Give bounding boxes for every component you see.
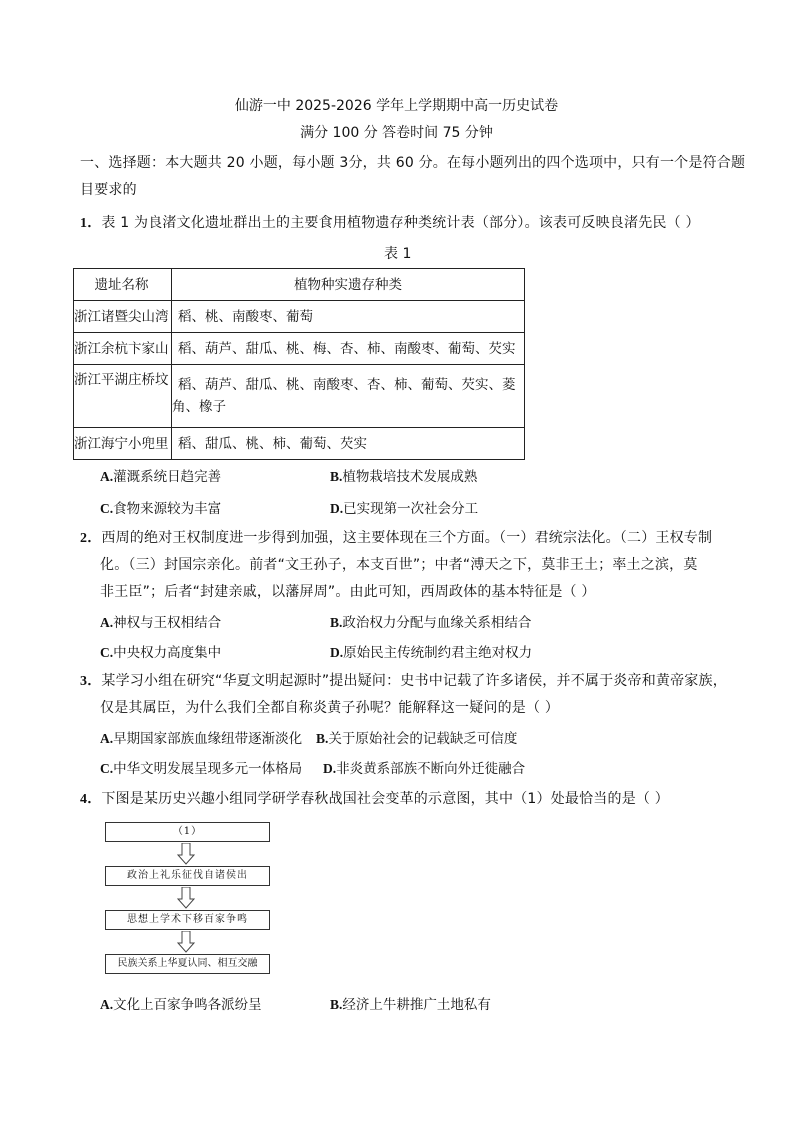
q1-option-b[interactable] <box>330 465 477 485</box>
question-1-stem <box>80 212 700 232</box>
exam-title: 仙游一中 2025-2026 学年上学期期中高一历史试卷 <box>234 98 559 114</box>
table-cell-site: 浙江海宁小兜里 <box>74 428 172 460</box>
section-instructions-line2: 目要求的 <box>80 182 137 198</box>
q1-option-d[interactable] <box>330 497 478 517</box>
table-cell-site: 浙江余杭卞家山 <box>74 333 172 365</box>
option-key: B. <box>330 997 343 1012</box>
option-text: 灌溉系统日趋完善 <box>113 469 222 485</box>
question-number: 4． <box>80 792 102 807</box>
question-3-line1 <box>80 670 727 690</box>
q3-option-a[interactable] <box>100 727 302 747</box>
question-text: 表 1 为良渚文化遗址群出土的主要食用植物遗存种类统计表（部分）。该表可反映良渚先民（ ） <box>101 215 700 231</box>
table-row <box>74 428 525 460</box>
option-key: C. <box>100 645 114 660</box>
q1-option-c[interactable] <box>100 497 221 517</box>
option-text: 经济上牛耕推广土地私有 <box>342 997 491 1013</box>
option-key: C. <box>100 761 114 776</box>
question-3-line2: 仅是其属臣，为什么我们全都自称炎黄子孙呢？能解释这一疑问的是（ ） <box>100 700 560 716</box>
option-text: 中央权力高度集中 <box>113 645 222 661</box>
option-key: A. <box>100 615 114 630</box>
option-key: B. <box>330 469 343 484</box>
option-text: 中华文明发展呈现多元一体格局 <box>113 761 303 777</box>
question-2-line3: 非王臣”；后者“封建亲戚，以藩屏周”。由此可知，西周政体的基本特征是（ ） <box>100 584 596 600</box>
option-text: 政治权力分配与血缘关系相结合 <box>342 615 532 631</box>
table-cell-plants: 稻、甜瓜、桃、柿、葡萄、芡实 <box>172 428 525 460</box>
down-arrow-icon <box>177 843 195 865</box>
question-4-stem <box>80 788 669 808</box>
down-arrow-icon <box>177 931 195 953</box>
option-key: D. <box>330 501 344 516</box>
flow-box-blank: （1） <box>105 822 270 842</box>
table-header-plants: 植物种实遗存种类 <box>172 269 525 301</box>
table-caption: 表 1 <box>384 246 412 262</box>
q2-option-b[interactable] <box>330 611 531 631</box>
table-row <box>74 365 525 428</box>
question-2-line1 <box>80 527 712 547</box>
option-text: 文化上百家争鸣各派纷呈 <box>113 997 262 1013</box>
option-text: 神权与王权相结合 <box>113 615 222 631</box>
option-text: 非炎黄系部族不断向外迁徙融合 <box>336 761 526 777</box>
table-cell-plants-line2: 角、橡子 <box>172 399 226 415</box>
table-row <box>74 301 525 333</box>
option-key: C. <box>100 501 114 516</box>
question-text: 下图是某历史兴趣小组同学研学春秋战国社会变革的示意图，其中（1）处最恰当的是（ ） <box>101 791 669 807</box>
table-cell-site: 浙江平湖庄桥坟 <box>74 365 172 428</box>
q2-option-a[interactable] <box>100 611 221 631</box>
flow-box-ethnic: 民族关系上华夏认同、相互交融 <box>105 954 270 974</box>
down-arrow-icon <box>177 887 195 909</box>
q4-option-a[interactable] <box>100 993 262 1013</box>
table-cell-plants <box>172 365 525 428</box>
table-header-row <box>74 269 525 301</box>
q3-option-d[interactable] <box>323 757 525 777</box>
q1-option-a[interactable] <box>100 465 221 485</box>
table-cell-plants: 稻、葫芦、甜瓜、桃、梅、杏、柿、南酸枣、葡萄、芡实 <box>172 333 525 365</box>
table-cell-plants: 稻、桃、南酸枣、葡萄 <box>172 301 525 333</box>
question-text: 某学习小组在研究“华夏文明起源时”提出疑问：史书中记载了许多诸侯，并不属于炎帝和黄帝家族， <box>101 673 727 689</box>
option-text: 植物栽培技术发展成熟 <box>342 469 478 485</box>
option-key: B. <box>330 615 343 630</box>
question-2-line2: 化。（三）封国宗亲化。前者“文王孙子，本支百世”；中者“溥天之下，莫非王土；率土之滨，莫 <box>100 557 698 573</box>
option-key: A. <box>100 731 114 746</box>
option-text: 关于原始社会的记载缺乏可信度 <box>328 731 518 747</box>
option-key: A. <box>100 997 114 1012</box>
q3-option-c[interactable] <box>100 757 302 777</box>
plant-remains-table <box>73 268 525 460</box>
exam-subtitle: 满分 100 分 答卷时间 75 分钟 <box>300 125 493 141</box>
q2-option-d[interactable] <box>330 641 532 661</box>
question-number: 3． <box>80 674 102 689</box>
option-key: A. <box>100 469 114 484</box>
option-text: 早期国家部族血缘纽带逐渐淡化 <box>113 731 303 747</box>
option-text: 食物来源较为丰富 <box>113 501 222 517</box>
q4-option-b[interactable] <box>330 993 491 1013</box>
table-cell-plants-line1: 稻、葫芦、甜瓜、桃、南酸枣、杏、柿、葡萄、芡实、菱 <box>178 377 516 393</box>
table-cell-site: 浙江诸暨尖山湾 <box>74 301 172 333</box>
option-text: 原始民主传统制约君主绝对权力 <box>343 645 533 661</box>
table-header-site: 遗址名称 <box>74 269 172 301</box>
option-key: D. <box>323 761 337 776</box>
table-row <box>74 333 525 365</box>
question-text: 西周的绝对王权制度进一步得到加强，这主要体现在三个方面。（一）君统宗法化。（二）王权专制 <box>101 530 713 546</box>
flow-box-thought: 思想上学术下移百家争鸣 <box>105 910 270 930</box>
option-key: B. <box>316 731 329 746</box>
section-instructions-line1: 一、选择题：本大题共 20 小题，每小题 3分，共 60 分。在每小题列出的四个选项中，只有一个是符合题 <box>80 155 746 171</box>
question-number: 2． <box>80 531 102 546</box>
option-text: 已实现第一次社会分工 <box>343 501 479 517</box>
question-number: 1． <box>80 216 102 231</box>
q2-option-c[interactable] <box>100 641 221 661</box>
flow-box-politics: 政治上礼乐征伐自诸侯出 <box>105 866 270 886</box>
option-key: D. <box>330 645 344 660</box>
q3-option-b[interactable] <box>316 727 517 747</box>
